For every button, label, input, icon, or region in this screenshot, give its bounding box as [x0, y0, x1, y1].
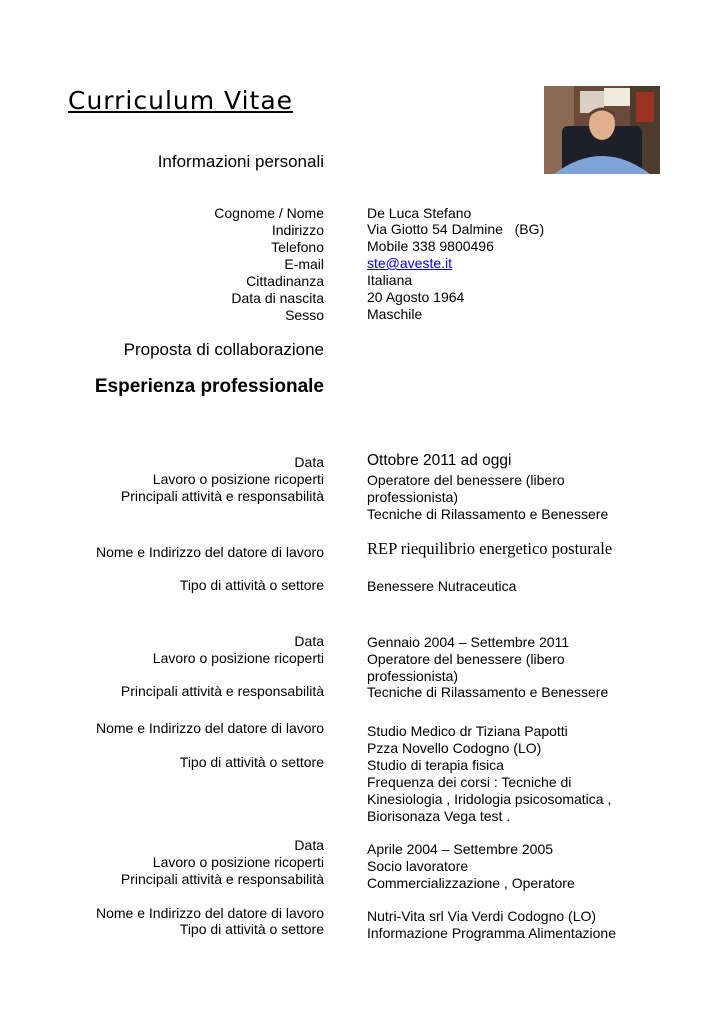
value-sex: Maschile — [367, 306, 423, 322]
job1-label-activities: Principali attività e responsabilità — [120, 488, 324, 504]
job1-label-sector: Tipo di attività o settore — [179, 577, 324, 593]
label-address: Indirizzo — [271, 222, 324, 238]
job2-label-activities: Principali attività e responsabilità — [120, 683, 324, 699]
label-email: E-mail — [284, 256, 324, 272]
job2-sector-line1: Studio di terapia fisica — [367, 757, 504, 773]
job3-label-position: Lavoro o posizione ricoperti — [152, 854, 324, 870]
section-experience: Esperienza professionale — [94, 376, 324, 397]
job2-sector-line4: Biorisonaza Vega test . — [367, 808, 511, 824]
job1-employer: REP riequilibrio energetico posturale — [367, 539, 613, 558]
portrait-photo — [544, 86, 660, 174]
job3-label-date: Data — [294, 837, 324, 853]
value-phone: Mobile 338 9800496 — [367, 238, 494, 254]
job2-label-date: Data — [294, 633, 324, 649]
job2-date: Gennaio 2004 – Settembre 2011 — [367, 634, 570, 650]
section-personal: Informazioni personali — [157, 152, 324, 171]
job3-date: Aprile 2004 – Settembre 2005 — [367, 841, 554, 857]
job2-activities: Tecniche di Rilassamento e Benessere — [367, 684, 609, 700]
job1-sector: Benessere Nutraceutica — [367, 578, 517, 594]
job2-position-line2: professionista) — [367, 668, 459, 684]
label-sex: Sesso — [285, 307, 324, 323]
label-birthdate: Data di nascita — [231, 290, 324, 306]
section-proposal: Proposta di collaborazione — [123, 340, 324, 359]
job2-sector-line3: Kinesiologia , Iridologia psicosomatica , — [367, 791, 612, 807]
job1-date: Ottobre 2011 ad oggi — [367, 452, 512, 469]
job3-sector: Informazione Programma Alimentazione — [367, 925, 617, 941]
job2-label-employer: Nome e Indirizzo del datore di lavoro — [95, 720, 324, 736]
value-birthdate: 20 Agosto 1964 — [367, 289, 465, 305]
value-address: Via Giotto 54 Dalmine (BG) — [367, 221, 545, 237]
job2-employer-line2: Pzza Novello Codogno (LO) — [367, 740, 542, 756]
portrait-photo-icon — [544, 86, 660, 174]
job1-activities: Tecniche di Rilassamento e Benessere — [367, 506, 609, 522]
job3-position: Socio lavoratore — [367, 858, 469, 874]
job3-label-employer: Nome e Indirizzo del datore di lavoro — [95, 905, 324, 921]
job2-label-sector: Tipo di attività o settore — [179, 754, 324, 770]
job3-label-sector: Tipo di attività o settore — [179, 921, 324, 937]
job3-employer: Nutri-Vita srl Via Verdi Codogno (LO) — [367, 908, 597, 924]
job1-position-line1: Operatore del benessere (libero — [367, 472, 565, 488]
document-title: Curriculum Vitae — [68, 86, 294, 115]
job2-employer-line1: Studio Medico dr Tiziana Papotti — [367, 723, 568, 739]
job2-position-line1: Operatore del benessere (libero — [367, 651, 565, 667]
job1-label-position: Lavoro o posizione ricoperti — [152, 471, 324, 487]
job1-position-line2: professionista) — [367, 489, 459, 505]
email-link[interactable]: ste@aveste.it — [367, 255, 453, 271]
label-phone: Telefono — [271, 239, 324, 255]
job3-activities: Commercializzazione , Operatore — [367, 875, 575, 891]
value-name: De Luca Stefano — [367, 205, 472, 221]
label-name: Cognome / Nome — [214, 205, 324, 221]
value-citizenship: Italiana — [367, 272, 413, 288]
job3-label-activities: Principali attività e responsabilità — [120, 871, 324, 887]
job2-label-position: Lavoro o posizione ricoperti — [152, 650, 324, 666]
job1-label-employer: Nome e Indirizzo del datore di lavoro — [95, 544, 324, 560]
label-citizenship: Cittadinanza — [246, 273, 324, 289]
job2-sector-line2: Frequenza dei corsi : Tecniche di — [367, 774, 572, 790]
job1-label-date: Data — [294, 454, 324, 470]
